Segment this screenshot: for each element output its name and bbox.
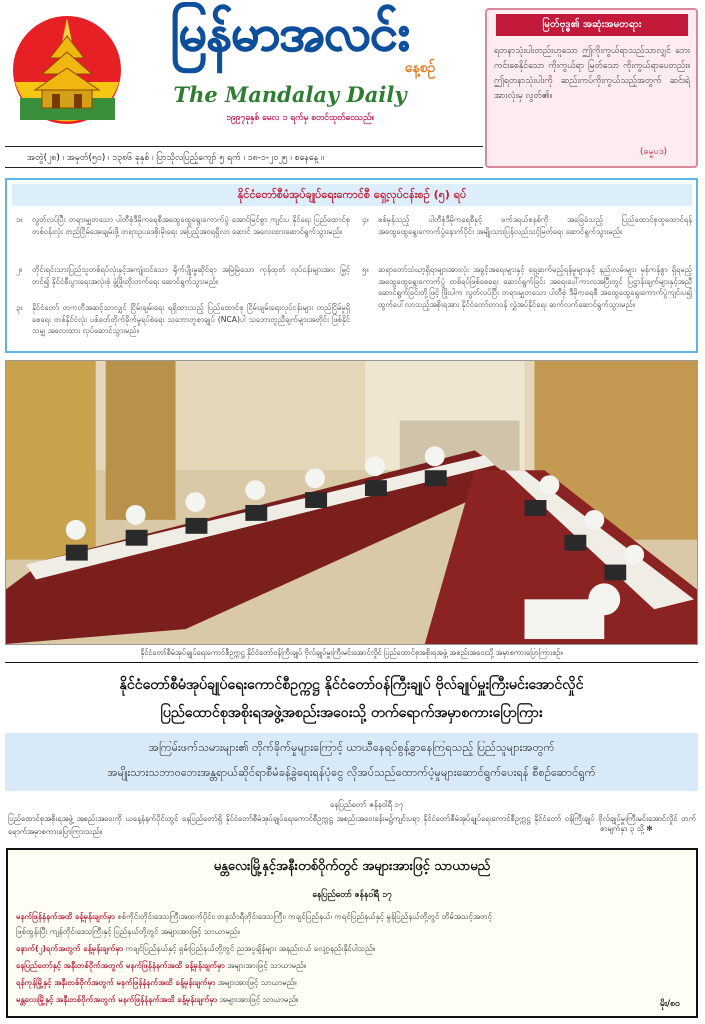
continued-jump: စာမျက်နှာ ၃ သို့ ✻ <box>600 824 653 833</box>
weather-line-label: မနက်ဖြန်နံနက်အထိ ခန့်မှန်းချက်မှာ <box>16 912 115 921</box>
weather-line-text: အများအားဖြင့် သာယာမည်။ <box>215 978 297 987</box>
objective-item <box>16 214 350 237</box>
weather-line <box>16 976 690 989</box>
tagline: ၁၉၉၇ခုနှစ် မေလ ၁ ရက်မှ စတင်ထုတ်ဝေသည်။ <box>226 113 374 123</box>
objective-number: ၄။ <box>362 215 369 224</box>
weather-line <box>16 925 690 938</box>
objective-text: လွတ်လပ်ပြီး တရားမျှတသော ပါတီစုံဒီမိုကရေစီအထွေထွေရွေးကောက်ပွဲ အောင်မြင်စွာ ကျင်းပ နိုင်ရေး ပြည်ထောင်စုတစ်ဝန်းလုံး တည်ငြိမ်အေးချမ်းဖို့ တရားဥပဒေစိုးမိုးရေး အပြည့်အဝရရှိလာ ဆောင် အလေးထားဆောင်ရွက်သွားမည်။ <box>32 215 350 236</box>
subheadline-line-1: အကြမ်းဖက်သမားများ၏ တိုက်ခိုက်မှုများကြောင့် ယာယီနေရပ်စွန့်ခွာနေကြရသည့် ပြည်သူများအတွက် <box>148 741 555 754</box>
weather-line-label: နေပြည်တော်နှင့် အနီးတစ်ဝိုက်အတွက် မနက်ဖြန်နံနက်အထိ ခန့်မှန်းချက်မှာ <box>16 961 225 970</box>
weather-line <box>16 993 636 1006</box>
objective-number: ၅။ <box>362 265 369 274</box>
objective-number: ၂။ <box>16 265 23 274</box>
motto-title: မြတ်ဗုဒ္ဓ၏ အဆုံးအမတရား <box>496 14 688 36</box>
motto-source: (ဓမ္မပဒ) <box>640 147 668 157</box>
weather-line-text: ကချင်ပြည်နယ်နှင့် ရှမ်းပြည်နယ်တို့တွင် ညအပူချိန်များ အနည်းငယ် လျော့နည်းနိုင်ပါသည်။ <box>123 944 375 953</box>
weather-notice-dateline: နေပြည်တော် ဇန်နဝါရီ ၁၇ <box>312 889 392 899</box>
issue-date-bar: အတွဲ(၂၈) ၊ အမှတ်(၅၀) ၊ ၁၃၈၆ ခုနှစ် ၊ ပြာသိုလပြည့်ကျော် ၅ ရက် ၊ ၁၈-၁-၂၀၂၅ ၊ စနေနေ့ ။ <box>5 146 483 168</box>
weather-line-label: ရန်ကုန်မြို့နှင့် အနီးတစ်ဝိုက်အတွက် မနက်ဖြန်နံနက်အထိ ခန့်မှန်းချက်မှာ <box>16 978 216 987</box>
objective-text: စစ်မှန်သည့် ပါတီစုံဒီမိုကရေစီနှင့် ဖက်ဒရယ်စနစ်ကို အခြေခံသည့် ပြည်ထောင်စုထူထောင်ရန် အထွေထွေရွေးကောက်ပွဲနောက်ပိုင်း အမျိုးသားပြန်လည်သင့်မြတ်ရေး ဆောင်ရွက်သွားမည်။ <box>378 215 692 236</box>
objective-item <box>16 302 350 337</box>
subheadline-line-2: အမျိုးသားသဘာဝဘေးအန္တရာယ်ဆိုင်ရာစီမံခန့်ခွဲရေးရန်ပုံငွေ လိုအပ်သည်ထောက်ပံ့မှုများဆောင်ရွက်ပေးရန် စီစဉ်ဆောင်ရွက် <box>107 766 596 779</box>
weather-line <box>16 910 690 923</box>
headline-line-2: ပြည်ထောင်စုအစိုးရအဖွဲ့အစည်းအဝေးသို့ တက်ရောက်အမှာစကားပြောကြား <box>160 705 543 721</box>
photo-caption: နိုင်ငံတော်စီမံအုပ်ချုပ်ရေးကောင်စီဥက္ကဋ္ဌ နိုင်ငံတော်ဝန်ကြီးချုပ် ဗိုလ်ချုပ်မှူးကြီးမင်းအောင်လှိုင် ပြည်ထောင်စုအစိုးရအဖွဲ့ အစည်းအဝေးသို့ အမှာစကားပြောကြားစဉ်။ <box>140 648 563 657</box>
page-reference: မိုး/၈၀ <box>660 999 680 1009</box>
weather-line <box>16 959 690 972</box>
objective-text: တိုင်းရင်းသားပြည်သူတစ်ရပ်လုံးနှင့်အကျုံးဝင်သော ရိုက်ပျိုးမှုဆိုင်ရာ အမြဲမြဲသော ကုန်ထုတ် လုပ်ငန်းများအား မြှင့်တင်၍ နိုင်ငံစီးပွားရေးအလုံးစုံ ဖွံ့ဖြိုးတိုးတက်ရေး ဆောင်ရွက်သွားမည်။ <box>32 265 350 286</box>
masthead-title: မြန်မာအလင်း <box>170 3 410 62</box>
weather-line-text: ဖြစ်ထွန်းပြီး ကျန်တိုင်းဒေသကြီးနှင့် ပြည်နယ်တို့တွင် အများအားဖြင့် သာယာမည်။ <box>16 927 240 936</box>
weather-line-label: မန္တလေးမြို့နှင့် အနီးတစ်ဝိုက်အတွက် မနက်ဖြန်နံနက်အထိ ခန့်မှန်းချက်မှာ <box>16 995 218 1004</box>
objective-number: ၁။ <box>16 215 23 224</box>
weather-line-label: နောက်(၂)ရက်အတွက် ခန့်မှန်းချက်မှာ <box>16 944 124 953</box>
motto-text: ရတနာသုံးပါးတည်းဟူသော ဤကိုးကွယ်ရာသည်သာလျှင် ဘေးကင်းစေနိုင်သော ကိုးကွယ်ရာ မြတ်သော ကိုးကွယ်ရာပေတည်း။ ဤရတနာသုံးပါးကို ဆည်းကပ်ကိုးကွယ်သည့်အတွက် ဆင်းရဲအားလုံးမှ လွတ်၏။ <box>494 46 690 101</box>
weather-line-text: အများအားဖြင့် သာယာမည်။ <box>217 995 299 1004</box>
weather-line-text: စစ်ကိုင်းတိုင်းဒေသကြီးအထက်ပိုင်း၊ တနင်္သာရီတိုင်းဒေသကြီး၊ ကချင်ပြည်နယ်၊ ကရင်ပြည်နယ်နှင့် မွန်ပြည်နယ်တို့တွင် တိမ်အသင့်အတင့် <box>114 912 492 921</box>
headline-line-1: နိုင်ငံတော်စီမံအုပ်ချုပ်ရေးကောင်စီဥက္ကဋ္ဌ နိုင်ငံတော်ဝန်ကြီးချုပ် ဗိုလ်ချုပ်မှူးကြီးမင်းအောင်လှိုင် <box>119 677 584 693</box>
english-title: The Mandalay Daily <box>173 82 407 107</box>
objectives-title: နိုင်ငံတော်စီမံအုပ်ချုပ်ရေးကောင်စီ ရှေ့လုပ်ငန်းစဉ် (၅) ရပ် <box>12 184 692 206</box>
weather-line <box>16 942 690 955</box>
objective-text: နိုင်ငံတော် တကတီအဆင့်သာလျှင် ငြိမ်းချမ်းရေး ရရှိထားသည့် ပြည်ထောင်စု ငြိမ်းချမ်းရေးလုပ်ငန်းများ တည်ငြိမ်မှုရှိစေရေး တစ်နိုင်ငံလုံး ပစ်ခတ်တိုက်ခိုက်မှုရပ်စဲရေး သဘောတူစာချုပ် (NCA)ပါ သဘောတူညီချက်များအတိုင်း ဖြစ်နိုင်သမျှ အလေးထား လုပ်ဆောင်သွားမည်။ <box>32 303 350 335</box>
article-dateline: နေပြည်တော် ဇန်နဝါရီ ၁၇ <box>330 800 404 809</box>
edition-label: နေ့စဉ် <box>404 60 436 76</box>
subheadline-box <box>5 733 698 791</box>
meeting-photo <box>5 360 698 645</box>
objective-number: ၃။ <box>16 303 23 312</box>
objective-item <box>362 264 692 310</box>
pagoda-logo-icon <box>10 12 125 132</box>
objective-item <box>362 214 692 237</box>
weather-line-text: အများအားဖြင့် သာယာမည်။ <box>224 961 307 970</box>
objective-item <box>16 264 350 287</box>
article-lead: ပြည်ထောင်စုအစိုးရအဖွဲ့ အစည်းအဝေးကို ယနေ့နံနက်ပိုင်းတွင် နေပြည်တော်ရှိ နိုင်ငံတော်စီမံအုပ်ချုပ်ရေးကောင်စီဥက္ကဋ္ဌ အစည်းအဝေးခန်းမ၌ကျင်းပရာ နိုင်ငံတော်စီမံအုပ်ချုပ်ရေးကောင်စီဥက္ကဋ္ဌ နိုင်ငံတော် ဝန်ကြီးချုပ် ဗိုလ်ချုပ်မှူးကြီးမင်းအောင်လှိုင် တက်ရောက်အမှာစကားပြောကြားသည်။ <box>8 814 696 836</box>
headline-box <box>5 662 698 732</box>
objective-text: ဆရာတော်သံဃာ့ရှိရာများအားလုံး အခွင့်အရေးများနှင့် ရှေ့ဆက်မည့်ရန်မှုများနှင့် နည်းလမ်းများ မှန်ကန်စွာ ရှိရမည့် အထွေထွေရွေးကောက်ပွဲ တစ်ရပ်ဖြစ်စေရေး ဆောင်ရွက်ခြင်း အရေးပေါ်ကာလအပြီးတွင် ပြဋ္ဌာန်းချက်များနှင့်အညီ ဆောင်ရွက်ခြင်းတို့ဖြင့် ဖြိုးပါက လွတ်လပ်ပြီး တရားမျှတသော ပါတီစုံ ဒီမိုကရေစီ အထွေထွေရွေးကောက်ပွဲကျင်းပ၍ ထွက်ပေါ်လာသည့်အစိုးရအား နိုင်ငံတော်တာဝန် လွှဲအပ်နိုင်ရေး ဆက်လက်ဆောင်ရွက်သွားမည်။ <box>378 265 692 309</box>
weather-notice-title: မန္တလေးမြို့နှင့်အနီးတစ်ဝိုက်တွင် အများအားဖြင့် သာယာမည် <box>213 859 491 874</box>
